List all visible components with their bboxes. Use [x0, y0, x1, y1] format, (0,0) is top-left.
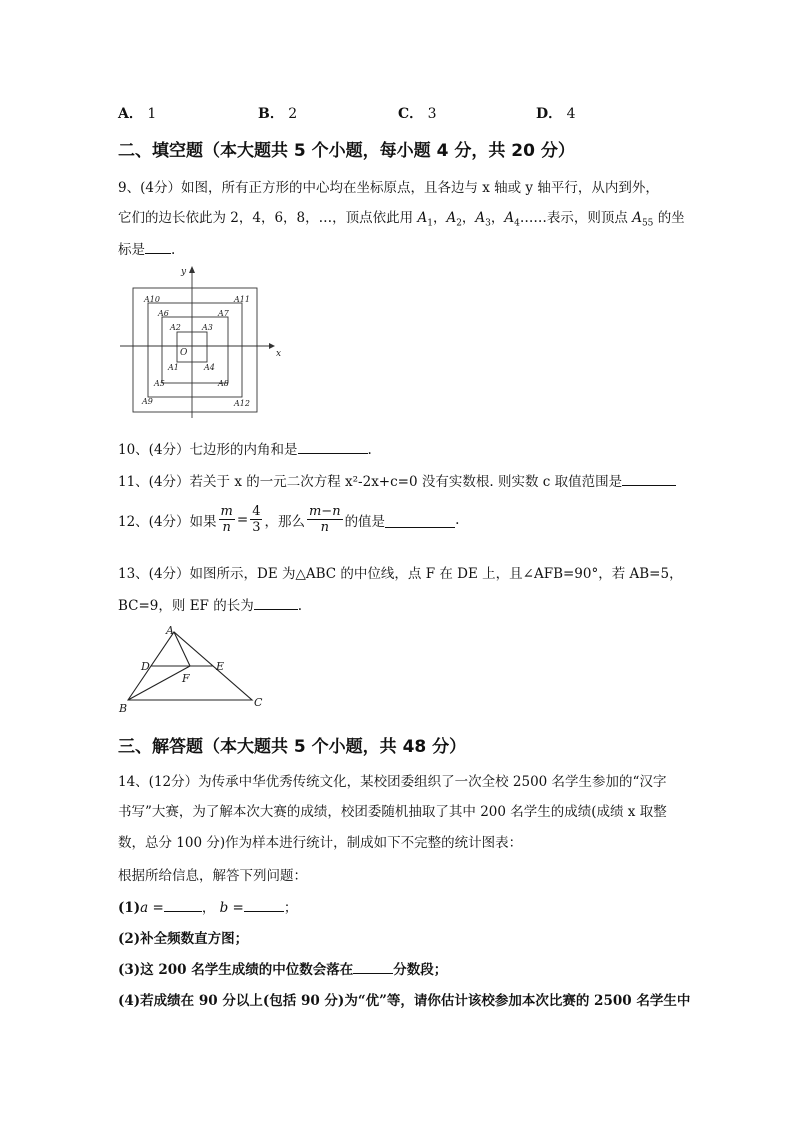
option-a-value: 1: [147, 106, 157, 122]
q14-part1: [118, 896, 297, 916]
q13-answer-blank[interactable]: [254, 597, 298, 610]
q13-line2: BC=9，则 EF 的长为 .: [118, 598, 303, 614]
option-c-value: 3: [427, 106, 437, 122]
point-a-label: A: [166, 624, 174, 637]
q11-answer-blank[interactable]: [622, 473, 676, 486]
label-a12: A12: [234, 399, 250, 408]
q9-line2-post: ……表示，则顶点: [519, 210, 628, 226]
option-d: [536, 103, 576, 123]
label-a2: A2: [170, 323, 181, 332]
q9-line1: 9、(4分）如图，所有正方形的中心均在坐标原点，且各边与 x 轴或 y 轴平行，从内到外，: [118, 180, 659, 196]
option-b-value: 2: [288, 106, 298, 122]
axis-y-label: y: [181, 267, 187, 277]
q14-line3: 数，总分 100 分)作为样本进行统计，制成如下不完整的统计图表：: [118, 835, 523, 851]
q14-part1-sep: ，: [201, 900, 216, 916]
q13-triangle-figure: [114, 620, 274, 716]
q11: [118, 470, 676, 490]
q14-line1: 14、(12分）为传承中华优秀传统文化，某校团委组织了一次全校 2500 名学生参加的“汉字: [118, 774, 667, 790]
option-a-letter: A．: [118, 106, 143, 122]
option-c-letter: C．: [398, 106, 424, 122]
x-arrow-icon: [269, 343, 275, 349]
section3-title: 三、解答题（本大题共 5 个小题，共 48 分）: [118, 737, 467, 757]
q14-part1-end: ；: [283, 900, 298, 916]
q9-squares-figure: [114, 262, 284, 422]
option-a: [118, 103, 156, 123]
q9-answer-blank[interactable]: [145, 241, 171, 254]
point-d-label: D: [141, 660, 150, 673]
option-b-letter: B．: [258, 106, 284, 122]
option-d-letter: D．: [536, 106, 563, 122]
axis-x-label: x: [276, 349, 282, 359]
q9-line2-end: 的坐: [657, 210, 685, 226]
q14-part2: (2)补全频数直方图；: [118, 931, 249, 947]
point-b-label: B: [119, 702, 128, 715]
q12-mid: ，那么: [264, 513, 305, 530]
q14-median-blank[interactable]: [353, 961, 393, 974]
label-a11: A11: [234, 295, 250, 304]
q12-f2-num: 4: [252, 504, 261, 519]
option-b: [258, 103, 297, 123]
q12-post: 的值是: [344, 513, 386, 530]
q14-part3: [118, 958, 447, 978]
q10-text: 10、(4分）七边形的内角和是: [118, 442, 298, 458]
segment-bf: [128, 666, 190, 700]
y-arrow-icon: [189, 266, 195, 273]
q9-line3: 标是 .: [118, 242, 176, 258]
q12-f1-num: m: [220, 504, 233, 519]
q12: 12、(4分）如果 $\frac{m}{n}$ = $\frac{4}{3}$ ，那么 $\frac{m-n}{n}$ 的值是 .: [118, 504, 460, 535]
q13-line2-text: BC=9，则 EF 的长为: [118, 598, 254, 614]
q12-answer-blank[interactable]: [385, 515, 455, 528]
q12-fraction-mn-n: [307, 504, 343, 535]
point-e-label: E: [216, 660, 225, 673]
label-a5: A5: [154, 379, 165, 388]
q9-line3-text: 标是: [118, 242, 145, 258]
label-a6: A6: [158, 309, 169, 318]
q10: 10、(4分）七边形的内角和是 .: [118, 442, 372, 458]
q12-f3-num: m−n: [308, 504, 341, 519]
origin-label: O: [180, 348, 188, 358]
q13-line1: 13、(4分）如图所示，DE 为△ABC 的中位线，点 F 在 DE 上，且∠AFB=90°，若 AB=5，: [118, 566, 683, 582]
label-a1: A1: [168, 363, 179, 372]
segment-af: [174, 632, 190, 666]
q14-part3-pre: (3)这 200 名学生成绩的中位数会落在: [118, 962, 354, 978]
q11-text: 11、(4分）若关于 x 的一元二次方程 x²-2x+c=0 没有实数根. 则实数 c 取值范围是: [118, 474, 623, 490]
q9-line2: 它们的边长依此为 2，4，6，8，…，顶点依此用 $A_1$，$A_2$，$A_3$，$A_4\dots\dots$表示，则顶点 $A_{55}$ 的坐: [118, 210, 685, 229]
q14-line4: 根据所给信息，解答下列问题：: [118, 868, 307, 884]
q12-fraction-4-3: [250, 504, 262, 535]
label-a9: A9: [142, 397, 153, 406]
point-c-label: C: [254, 696, 263, 709]
square-4: [133, 288, 257, 412]
q12-f3-den: n: [320, 520, 329, 535]
q10-answer-blank[interactable]: [298, 441, 368, 454]
label-a8: A8: [218, 379, 229, 388]
q14-a-blank[interactable]: [164, 899, 202, 912]
q14-b-blank[interactable]: [244, 899, 284, 912]
label-a4: A4: [204, 363, 215, 372]
q12-f1-den: n: [222, 520, 231, 535]
q14-part3-post: 分数段；: [393, 962, 448, 978]
label-a7: A7: [218, 309, 229, 318]
q12-f2-den: 3: [252, 520, 261, 535]
option-c: [398, 103, 437, 123]
q9-line2-pre: 它们的边长依此为 2，4，6，8，…，顶点依此用: [118, 210, 418, 226]
q14-part1-b: b =: [219, 900, 244, 916]
q14-part4: (4)若成绩在 90 分以上(包括 90 分)为“优”等，请你估计该校参加本次比赛的 2500 名学生中: [118, 993, 691, 1009]
q12-fraction-m-n: [219, 504, 235, 535]
label-a10: A10: [144, 295, 160, 304]
label-a3: A3: [202, 323, 213, 332]
point-f-label: F: [182, 672, 190, 685]
q12-pre: 12、(4分）如果: [118, 513, 217, 530]
option-d-value: 4: [566, 106, 576, 122]
q14-line2: 书写”大赛，为了解本次大赛的成绩，校团委随机抽取了其中 200 名学生的成绩(成绩 x 取整: [118, 804, 667, 820]
section2-title: 二、填空题（本大题共 5 个小题，每小题 4 分，共 20 分）: [118, 141, 575, 161]
q14-part1-num: (1): [118, 900, 141, 916]
q14-part1-a: a =: [140, 900, 164, 916]
q12-eq: =: [236, 511, 249, 528]
